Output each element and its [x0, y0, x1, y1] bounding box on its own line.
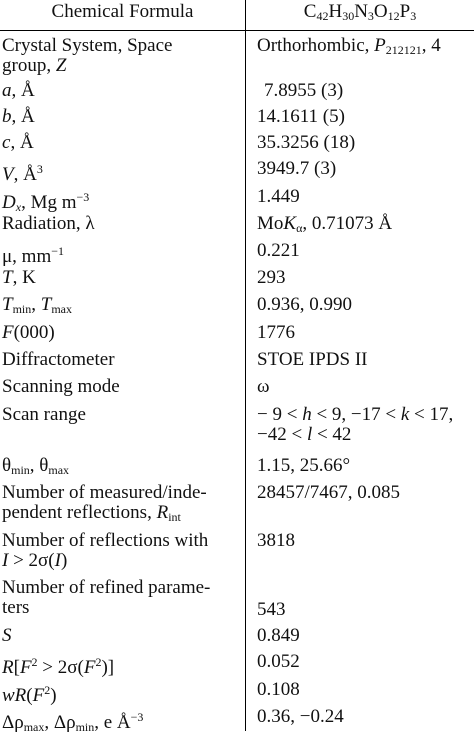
column-divider	[245, 0, 246, 731]
row-label: $wR(F^2)$	[2, 683, 57, 706]
row-label: Scan range	[2, 404, 86, 425]
row-value: 1.449	[257, 186, 300, 207]
row-value: 3949.7 (3)	[257, 158, 337, 179]
row-value: STOE IPDS II	[257, 349, 368, 370]
row-label: Scanning mode	[2, 376, 120, 397]
row-value: 0.936, 0.990	[257, 294, 352, 315]
header-formula: C42H30N3O12P3	[303, 1, 417, 23]
row-value: 14.1611 (5)	[257, 106, 345, 127]
row-label: V, $Å^3$	[2, 162, 43, 185]
row-label: $R[F^2 > 2\sigma(F^2)]$	[2, 655, 115, 678]
row-label: a, Å	[2, 80, 35, 101]
row-label: θmin, θmax	[2, 455, 70, 477]
row-label: Δρmax, Δρmin, e $Å^{-3}$	[2, 710, 144, 734]
row-value: 1.15, 25.66°	[257, 455, 351, 476]
row-label: Diffractometer	[2, 349, 115, 370]
row-value: 1776	[257, 322, 295, 343]
row-label: T, K	[2, 267, 36, 288]
row-label: Number of reflections with I > 2σ(I)	[2, 530, 209, 571]
header-divider	[0, 30, 474, 31]
row-value: 543	[257, 599, 286, 620]
row-label: μ, $mm^{-1}$	[2, 244, 65, 267]
row-value: 35.3256 (18)	[257, 132, 356, 153]
row-label: b, Å	[2, 106, 35, 127]
row-label: Crystal System, Space group, Z	[2, 35, 173, 76]
row-value: MoKα, 0.71073 Å	[257, 213, 393, 235]
row-value: 0.36, −0.24	[257, 706, 344, 727]
row-value: ω	[257, 376, 270, 397]
row-value: 0.221	[257, 240, 300, 261]
row-value: 28457/7467, 0.085	[257, 482, 401, 503]
row-label: Number of refined parame- ters	[2, 577, 211, 618]
row-label: S	[2, 625, 12, 646]
row-label: F(000)	[2, 322, 55, 343]
row-label: Number of measured/inde- pendent reflections, Rint	[2, 482, 207, 524]
row-value: − 9 < h < 9, −17 < k < 17, −42 < l < 42	[257, 404, 454, 445]
row-label: Dx, Mg $m^{-3}$	[2, 190, 90, 214]
header-param: Chemical Formula	[51, 1, 194, 22]
row-value: 0.849	[257, 625, 300, 646]
row-value: 7.8955 (3)	[264, 80, 344, 101]
row-value: Orthorhombic, P212121, 4	[257, 35, 441, 57]
row-value: 3818	[257, 530, 295, 551]
row-label: c, Å	[2, 132, 34, 153]
row-value: 0.108	[257, 679, 300, 700]
row-value: 293	[257, 267, 286, 288]
row-label: Tmin, Tmax	[2, 294, 72, 316]
row-value: 0.052	[257, 651, 300, 672]
row-label: Radiation, λ	[2, 213, 95, 234]
